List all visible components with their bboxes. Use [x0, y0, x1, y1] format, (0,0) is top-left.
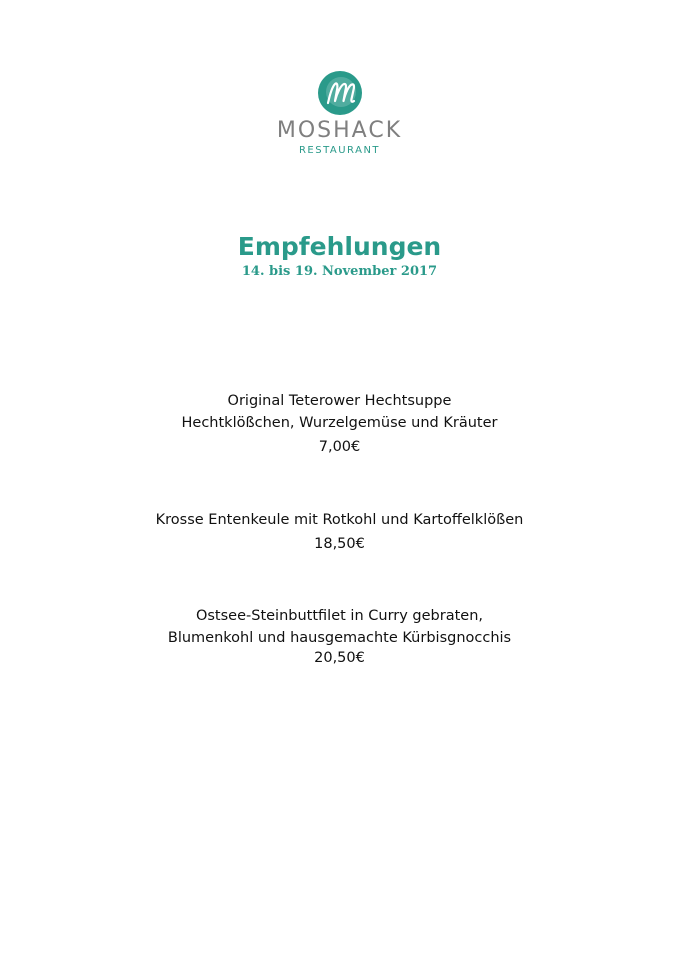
- m-monogram-icon: [317, 70, 363, 116]
- date-range: 14. bis 19. November 2017: [241, 264, 438, 279]
- page-title: Empfehlungen: [237, 232, 442, 261]
- brand-name: MOSHACK: [276, 118, 403, 143]
- menu-item: [0, 509, 679, 555]
- restaurant-logo: [0, 70, 679, 157]
- dish-price: 18,50€: [314, 536, 365, 552]
- dish-description: Hechtklößchen, Wurzelgemüse und Kräuter: [181, 415, 498, 431]
- dish-price: 7,00€: [318, 439, 361, 455]
- dish-name: Ostsee-Steinbuttfilet in Curry gebraten,: [195, 608, 484, 624]
- dish-price: 20,50€: [314, 650, 365, 666]
- dish-description: Blumenkohl und hausgemachte Kürbisgnocchis: [167, 630, 512, 646]
- dish-name: Krosse Entenkeule mit Rotkohl und Kartoffelklößen: [155, 512, 524, 528]
- menu-item: [0, 390, 679, 458]
- menu-heading: [0, 230, 679, 280]
- brand-subtitle: RESTAURANT: [298, 145, 381, 156]
- dish-name: Original Teterower Hechtsuppe: [227, 393, 452, 409]
- menu-item: [0, 605, 679, 669]
